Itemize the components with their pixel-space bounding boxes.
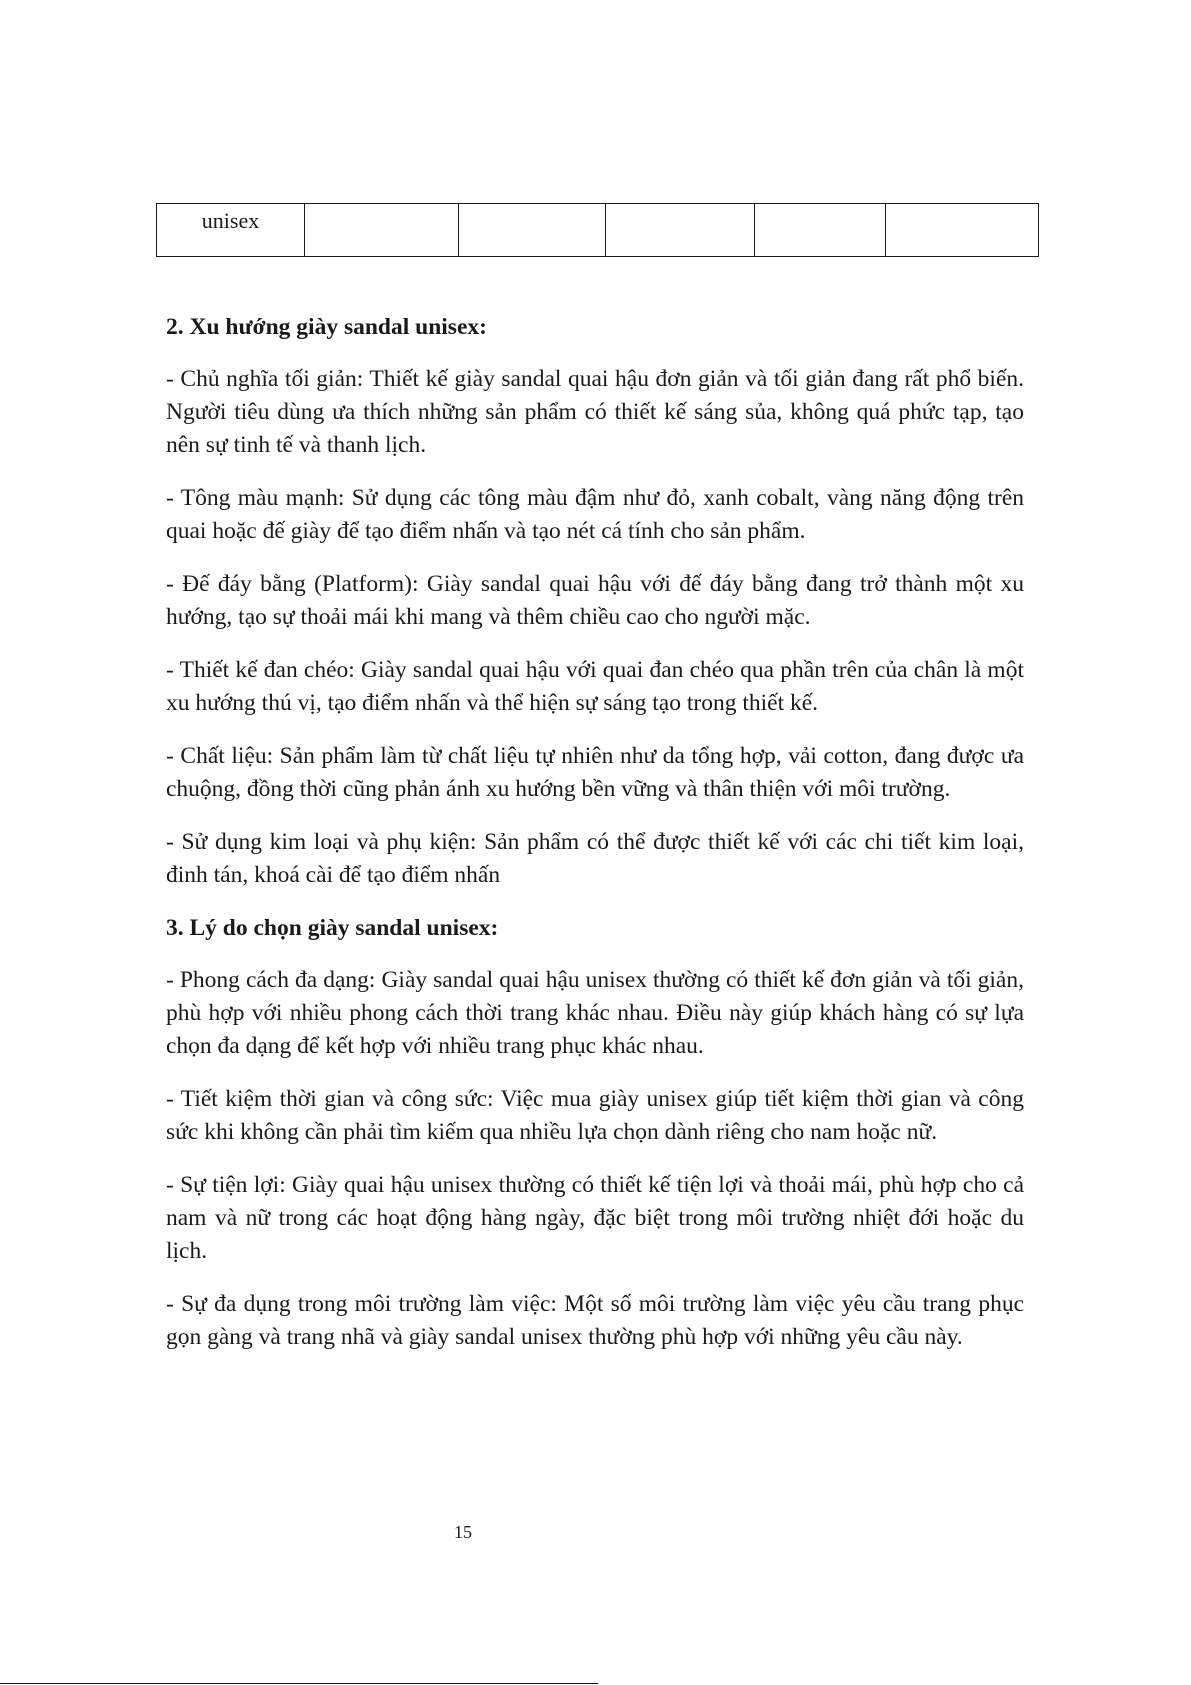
- paragraph: - Chủ nghĩa tối giản: Thiết kế giày sandal quai hậu đơn giản và tối giản đang rất phổ biến. Người tiêu dùng ưa thích những sản phẩm có thiết kế sáng sủa, không quá phức tạp, tạo nên sự tinh tế và thanh lịch.: [166, 366, 1024, 458]
- table-fragment: [156, 203, 1039, 257]
- table-cell: unisex: [157, 204, 305, 257]
- table-cell: [886, 204, 1039, 257]
- paragraph: - Chất liệu: Sản phẩm làm từ chất liệu tự nhiên như da tổng hợp, vải cotton, đang được ưa chuộng, đồng thời cũng phản ánh xu hướng bền vững và thân thiện với môi trường.: [166, 743, 1024, 802]
- paragraph: - Sự đa dụng trong môi trường làm việc: Một số môi trường làm việc yêu cầu trang phục gọn gàng và trang nhã và giày sandal unisex thường phù hợp với những yêu cầu này.: [166, 1291, 1024, 1350]
- section-heading-trends: 2. Xu hướng giày sandal unisex:: [166, 314, 487, 340]
- table-cell: [606, 204, 755, 257]
- paragraph: - Sự tiện lợi: Giày quai hậu unisex thường có thiết kế tiện lợi và thoải mái, phù hợp cho cả nam và nữ trong các hoạt động hàng ngày, đặc biệt trong môi trường nhiệt đới hoặc du lịch.: [166, 1172, 1024, 1264]
- paragraph: - Đế đáy bằng (Platform): Giày sandal quai hậu với đế đáy bằng đang trở thành một xu hướng, tạo sự thoải mái khi mang và thêm chiều cao cho người mặc.: [166, 571, 1024, 630]
- table-row: [157, 204, 1039, 257]
- table-cell: [459, 204, 606, 257]
- paragraph: - Tông màu mạnh: Sử dụng các tông màu đậm như đỏ, xanh cobalt, vàng năng động trên quai hoặc đế giày để tạo điểm nhấn và tạo nét cá tính cho sản phẩm.: [166, 485, 1024, 544]
- page-number: 15: [454, 1522, 472, 1542]
- footer-divider: [0, 1683, 598, 1684]
- section-heading-reasons: 3. Lý do chọn giày sandal unisex:: [166, 915, 499, 941]
- paragraph: - Thiết kế đan chéo: Giày sandal quai hậu với quai đan chéo qua phần trên của chân là một xu hướng thú vị, tạo điểm nhấn và thể hiện sự sáng tạo trong thiết kế.: [166, 657, 1024, 716]
- paragraph: - Phong cách đa dạng: Giày sandal quai hậu unisex thường có thiết kế đơn giản và tối giản, phù hợp với nhiều phong cách thời trang khác nhau. Điều này giúp khách hàng có sự lựa chọn đa dạng để kết hợp với nhiều trang phục khác nhau.: [166, 967, 1024, 1059]
- paragraph: - Sử dụng kim loại và phụ kiện: Sản phẩm có thể được thiết kế với các chi tiết kim loại, đinh tán, khoá cài để tạo điểm nhấn: [166, 829, 1024, 888]
- table-cell: [305, 204, 459, 257]
- paragraph: - Tiết kiệm thời gian và công sức: Việc mua giày unisex giúp tiết kiệm thời gian và công sức khi không cần phải tìm kiếm qua nhiều lựa chọn dành riêng cho nam hoặc nữ.: [166, 1086, 1024, 1145]
- table-cell: [755, 204, 886, 257]
- main-content: [166, 311, 1024, 1374]
